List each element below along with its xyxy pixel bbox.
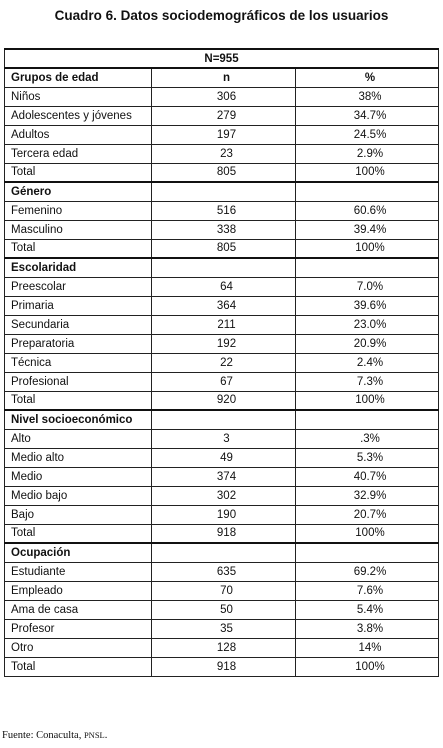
row-percent: 14% [296,638,439,657]
row-count: 3 [152,429,296,448]
row-count: 192 [152,334,296,353]
row-label: Técnica [5,353,152,372]
column-header-n [152,543,296,562]
table-row [5,372,439,391]
row-percent: 2.4% [296,353,439,372]
row-count: 918 [152,657,296,676]
table-row [5,486,439,505]
row-count: 338 [152,220,296,239]
row-label: Total [5,524,152,543]
source-suffix: . [104,730,108,741]
row-label: Total [5,239,152,258]
table-row [5,106,439,125]
row-count: 50 [152,600,296,619]
n-header-row [5,49,439,68]
row-label: Secundaria [5,315,152,334]
row-label: Medio [5,467,152,486]
row-percent: 24.5% [296,125,439,144]
row-percent: 100% [296,239,439,258]
row-count: 35 [152,619,296,638]
table-row [5,296,439,315]
row-percent: 34.7% [296,106,439,125]
source-acronym: PNSL [83,730,105,740]
row-label: Femenino [5,201,152,220]
row-percent: 100% [296,657,439,676]
row-count: 302 [152,486,296,505]
table-row [5,524,439,543]
table-row [5,239,439,258]
row-label: Masculino [5,220,152,239]
row-count: 64 [152,277,296,296]
table-title: Cuadro 6. Datos sociodemográficos de los usuarios [54,8,389,23]
row-count: 70 [152,581,296,600]
row-label: Bajo [5,505,152,524]
sociodemographic-table [4,48,439,677]
row-label: Medio alto [5,448,152,467]
row-count: 805 [152,239,296,258]
column-header-percent [296,258,439,277]
row-count: 22 [152,353,296,372]
section-header-row [5,182,439,201]
row-count: 306 [152,87,296,106]
row-count: 516 [152,201,296,220]
row-percent: 23.0% [296,315,439,334]
table-row [5,201,439,220]
row-label: Total [5,657,152,676]
table-row [5,638,439,657]
row-label: Profesional [5,372,152,391]
row-percent: 60.6% [296,201,439,220]
row-count: 920 [152,391,296,410]
row-label: Otro [5,638,152,657]
row-percent: 32.9% [296,486,439,505]
row-percent: 5.3% [296,448,439,467]
table-row [5,581,439,600]
row-percent: 20.7% [296,505,439,524]
column-header-percent [296,543,439,562]
row-label: Ama de casa [5,600,152,619]
table-row [5,315,439,334]
column-header-percent [296,182,439,201]
row-count: 190 [152,505,296,524]
row-percent: 100% [296,391,439,410]
column-header-n: n [152,68,296,87]
row-count: 805 [152,163,296,182]
section-title: Escolaridad [5,258,152,277]
row-label: Preparatoria [5,334,152,353]
section-title: Ocupación [5,543,152,562]
row-percent: 7.0% [296,277,439,296]
table-row [5,277,439,296]
row-percent: 40.7% [296,467,439,486]
row-label: Medio bajo [5,486,152,505]
row-count: 279 [152,106,296,125]
table-row [5,334,439,353]
row-label: Empleado [5,581,152,600]
row-percent: 7.6% [296,581,439,600]
row-percent: 38% [296,87,439,106]
row-percent: .3% [296,429,439,448]
table-row [5,220,439,239]
table-row [5,144,439,163]
row-percent: 39.6% [296,296,439,315]
row-label: Tercera edad [5,144,152,163]
section-header-row [5,543,439,562]
table-row [5,391,439,410]
row-count: 128 [152,638,296,657]
table-row [5,448,439,467]
section-title: Grupos de edad [5,68,152,87]
row-label: Estudiante [5,562,152,581]
row-percent: 69.2% [296,562,439,581]
column-header-percent [296,410,439,429]
row-percent: 100% [296,524,439,543]
table-row [5,163,439,182]
table-row [5,657,439,676]
row-count: 635 [152,562,296,581]
row-label: Preescolar [5,277,152,296]
row-label: Niños [5,87,152,106]
table-row [5,562,439,581]
row-count: 364 [152,296,296,315]
section-header-row [5,68,439,87]
row-percent: 100% [296,163,439,182]
table-row [5,125,439,144]
source-prefix: Fuente: Conaculta, [2,730,84,741]
table-row [5,600,439,619]
row-label: Adolescentes y jóvenes [5,106,152,125]
n-header-cell: N=955 [5,49,439,68]
source-note [2,730,107,741]
column-header-n [152,258,296,277]
table-row [5,429,439,448]
table-row [5,87,439,106]
column-header-n [152,182,296,201]
row-count: 374 [152,467,296,486]
row-label: Total [5,163,152,182]
section-header-row [5,410,439,429]
column-header-percent: % [296,68,439,87]
row-percent: 3.8% [296,619,439,638]
section-header-row [5,258,439,277]
table-row [5,619,439,638]
section-title: Nivel socioeconómico [5,410,152,429]
row-label: Primaria [5,296,152,315]
row-count: 197 [152,125,296,144]
row-label: Alto [5,429,152,448]
table-row [5,505,439,524]
row-count: 67 [152,372,296,391]
row-count: 23 [152,144,296,163]
row-percent: 20.9% [296,334,439,353]
row-label: Total [5,391,152,410]
row-count: 49 [152,448,296,467]
row-count: 211 [152,315,296,334]
row-label: Profesor [5,619,152,638]
row-label: Adultos [5,125,152,144]
table-row [5,467,439,486]
column-header-n [152,410,296,429]
table-row [5,353,439,372]
row-count: 918 [152,524,296,543]
row-percent: 5.4% [296,600,439,619]
table-body [5,49,439,676]
section-title: Género [5,182,152,201]
row-percent: 2.9% [296,144,439,163]
row-percent: 7.3% [296,372,439,391]
row-percent: 39.4% [296,220,439,239]
